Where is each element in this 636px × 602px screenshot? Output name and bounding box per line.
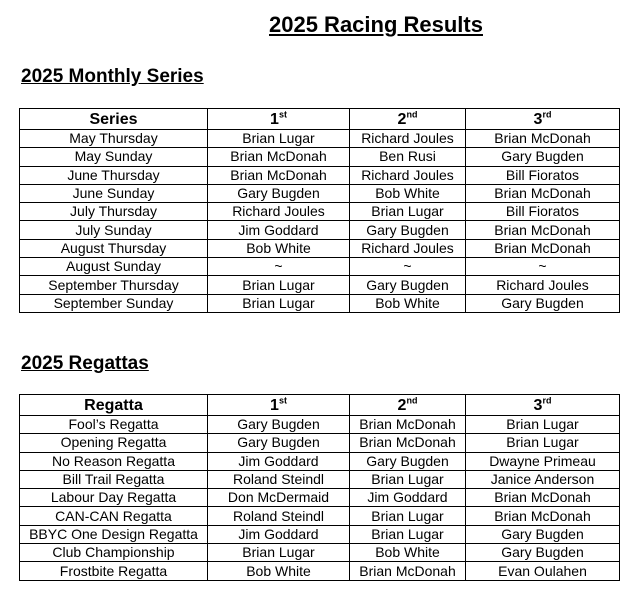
second-place-cell: Richard Joules [350,239,466,257]
third-place-cell: Janice Anderson [466,470,620,488]
table-row [20,489,620,507]
third-place-cell: Brian Lugar [466,416,620,434]
event-cell: September Thursday [20,276,208,294]
event-cell: Fool’s Regatta [20,416,208,434]
third-place-cell: Richard Joules [466,276,620,294]
col-header-first: 1st [208,109,350,130]
second-place-cell: Brian Lugar [350,525,466,543]
event-cell: Bill Trail Regatta [20,470,208,488]
table-row [20,166,620,184]
first-place-cell: Roland Steindl [208,470,350,488]
second-place-cell: Bob White [350,184,466,202]
second-place-cell: Brian Lugar [350,203,466,221]
third-place-cell: Brian McDonah [466,489,620,507]
col-header-second: 2nd [350,395,466,416]
table-row [20,239,620,257]
third-place-cell: Bill Fioratos [466,203,620,221]
table-row [20,221,620,239]
page-title: 2025 Racing Results [269,12,483,37]
first-place-cell: Don McDermaid [208,489,350,507]
event-cell: August Sunday [20,258,208,276]
first-place-cell: Brian McDonah [208,148,350,166]
event-cell: BBYC One Design Regatta [20,525,208,543]
event-cell: Labour Day Regatta [20,489,208,507]
third-place-cell: Gary Bugden [466,525,620,543]
event-cell: No Reason Regatta [20,452,208,470]
third-place-cell: ~ [466,258,620,276]
col-header-second: 2nd [350,109,466,130]
second-place-cell: Brian McDonah [350,562,466,580]
first-place-cell: Jim Goddard [208,452,350,470]
table-row [20,184,620,202]
table-row [20,544,620,562]
col-header-third: 3rd [466,395,620,416]
table-row [20,434,620,452]
first-place-cell: Richard Joules [208,203,350,221]
col-header-series: Series [20,109,208,130]
event-cell: July Sunday [20,221,208,239]
event-cell: May Sunday [20,148,208,166]
second-place-cell: Bob White [350,544,466,562]
regattas-table [19,394,620,581]
first-place-cell: Jim Goddard [208,525,350,543]
table-row [20,470,620,488]
third-place-cell: Evan Oulahen [466,562,620,580]
third-place-cell: Brian McDonah [466,507,620,525]
event-cell: May Thursday [20,130,208,148]
second-place-cell: Richard Joules [350,166,466,184]
third-place-cell: Brian McDonah [466,221,620,239]
table-row [20,203,620,221]
first-place-cell: ~ [208,258,350,276]
table-row [20,416,620,434]
first-place-cell: Brian Lugar [208,130,350,148]
event-cell: Opening Regatta [20,434,208,452]
second-place-cell: Brian McDonah [350,434,466,452]
regattas-header-row [20,395,620,416]
col-header-third: 3rd [466,109,620,130]
table-row [20,525,620,543]
third-place-cell: Gary Bugden [466,544,620,562]
second-place-cell: Gary Bugden [350,221,466,239]
table-row [20,294,620,312]
third-place-cell: Gary Bugden [466,294,620,312]
second-place-cell: Brian Lugar [350,470,466,488]
second-place-cell: Brian Lugar [350,507,466,525]
second-place-cell: Jim Goddard [350,489,466,507]
event-cell: Club Championship [20,544,208,562]
col-header-first: 1st [208,395,350,416]
regattas-heading: 2025 Regattas [21,353,149,374]
second-place-cell: Ben Rusi [350,148,466,166]
first-place-cell: Jim Goddard [208,221,350,239]
monthly-series-table [19,108,620,313]
second-place-cell: Gary Bugden [350,452,466,470]
first-place-cell: Gary Bugden [208,434,350,452]
third-place-cell: Brian McDonah [466,184,620,202]
table-row [20,148,620,166]
third-place-cell: Dwayne Primeau [466,452,620,470]
second-place-cell: Gary Bugden [350,276,466,294]
third-place-cell: Gary Bugden [466,148,620,166]
event-cell: August Thursday [20,239,208,257]
event-cell: June Thursday [20,166,208,184]
event-cell: Frostbite Regatta [20,562,208,580]
second-place-cell: Brian McDonah [350,416,466,434]
third-place-cell: Brian McDonah [466,239,620,257]
event-cell: June Sunday [20,184,208,202]
first-place-cell: Bob White [208,239,350,257]
second-place-cell: Richard Joules [350,130,466,148]
first-place-cell: Brian Lugar [208,544,350,562]
monthly-header-row [20,109,620,130]
table-row [20,452,620,470]
table-row [20,507,620,525]
table-row [20,562,620,580]
second-place-cell: Bob White [350,294,466,312]
table-row [20,276,620,294]
first-place-cell: Brian Lugar [208,276,350,294]
third-place-cell: Brian McDonah [466,130,620,148]
table-row [20,258,620,276]
third-place-cell: Bill Fioratos [466,166,620,184]
event-cell: July Thursday [20,203,208,221]
event-cell: CAN-CAN Regatta [20,507,208,525]
first-place-cell: Bob White [208,562,350,580]
first-place-cell: Brian McDonah [208,166,350,184]
first-place-cell: Brian Lugar [208,294,350,312]
first-place-cell: Gary Bugden [208,184,350,202]
second-place-cell: ~ [350,258,466,276]
first-place-cell: Gary Bugden [208,416,350,434]
monthly-series-heading: 2025 Monthly Series [21,66,204,87]
event-cell: September Sunday [20,294,208,312]
col-header-regatta: Regatta [20,395,208,416]
third-place-cell: Brian Lugar [466,434,620,452]
table-row [20,130,620,148]
first-place-cell: Roland Steindl [208,507,350,525]
